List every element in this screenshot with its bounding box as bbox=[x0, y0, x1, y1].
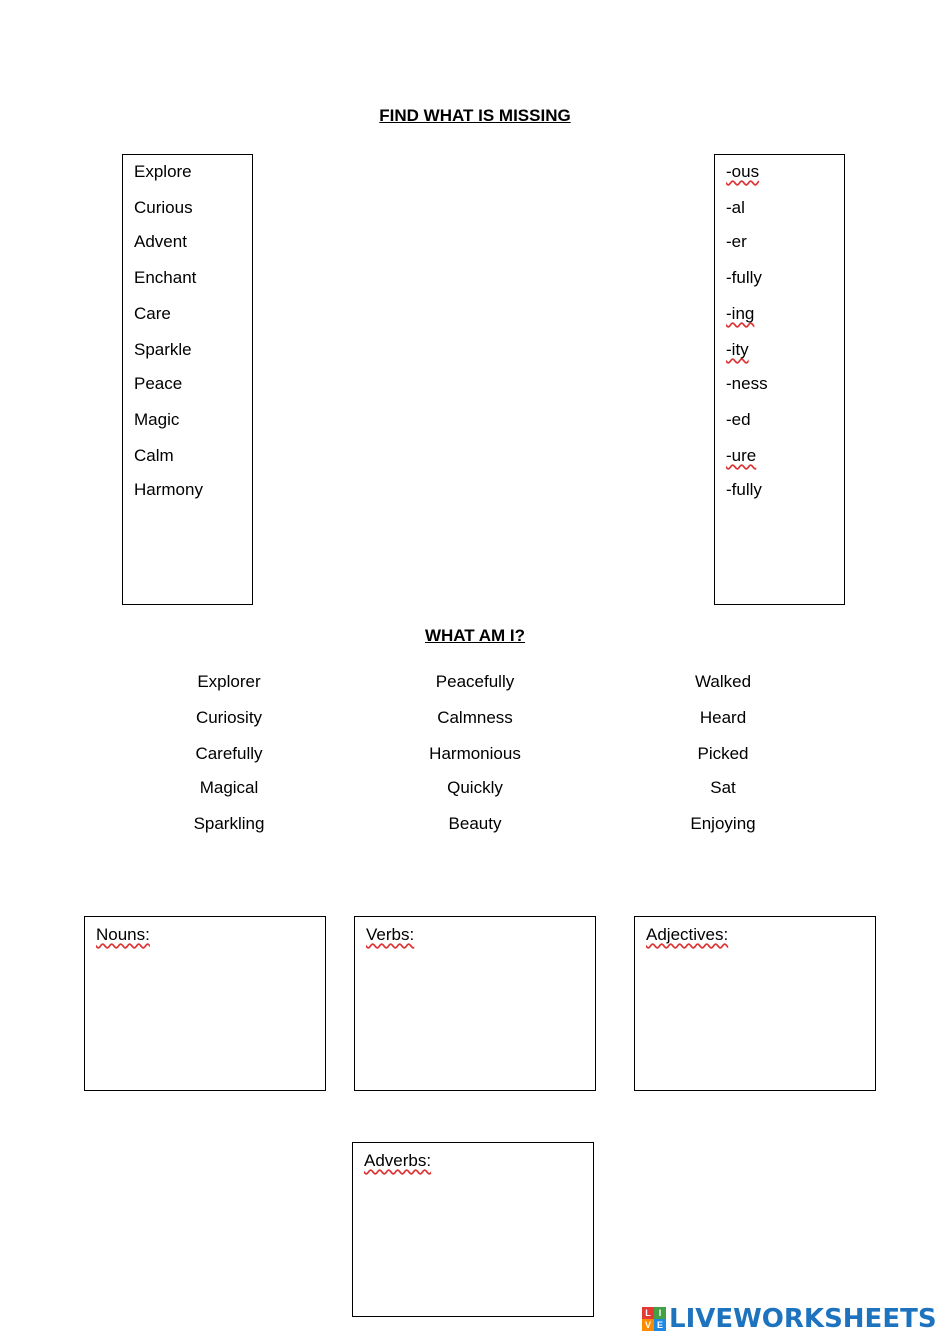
root-word: Peace bbox=[134, 374, 183, 393]
suffix: -ity bbox=[726, 340, 749, 359]
verbs-answer-box[interactable] bbox=[354, 916, 596, 1091]
word: Quickly bbox=[447, 778, 503, 797]
suffix: -ness bbox=[726, 374, 768, 393]
suffix: -fully bbox=[726, 268, 762, 287]
liveworksheets-logo[interactable] bbox=[642, 1304, 937, 1334]
section-title-find-missing: FIND WHAT IS MISSING bbox=[379, 106, 571, 125]
suffixes-box bbox=[714, 154, 845, 605]
word: Sat bbox=[710, 778, 736, 797]
root-word: Calm bbox=[134, 446, 174, 465]
root-words-box bbox=[122, 154, 253, 605]
suffix: -al bbox=[726, 198, 745, 217]
root-word: Enchant bbox=[134, 268, 197, 287]
word: Enjoying bbox=[690, 814, 756, 833]
suffix: -ure bbox=[726, 446, 757, 465]
adjectives-answer-box[interactable] bbox=[634, 916, 876, 1091]
word: Curiosity bbox=[195, 708, 263, 727]
adjectives-label: Adjectives: bbox=[646, 925, 729, 944]
verbs-label: Verbs: bbox=[366, 925, 415, 944]
root-word: Care bbox=[134, 304, 171, 323]
section-title-what-am-i: WHAT AM I? bbox=[424, 626, 526, 645]
root-word: Curious bbox=[134, 198, 193, 217]
suffix: -fully bbox=[726, 480, 762, 499]
root-word: Advent bbox=[134, 232, 187, 251]
word: Sparkling bbox=[193, 814, 265, 833]
logo-mark-icon: L I V E bbox=[642, 1307, 666, 1331]
root-word: Explore bbox=[134, 162, 192, 181]
word: Peacefully bbox=[435, 672, 515, 691]
root-word: Magic bbox=[134, 410, 180, 429]
word: Calmness bbox=[437, 708, 513, 727]
root-word: Sparkle bbox=[134, 340, 192, 359]
suffix: -ing bbox=[726, 304, 755, 323]
word: Carefully bbox=[195, 744, 263, 763]
nouns-answer-box[interactable] bbox=[84, 916, 326, 1091]
word: Beauty bbox=[448, 814, 502, 833]
nouns-label: Nouns: bbox=[96, 925, 150, 944]
word: Walked bbox=[694, 672, 752, 691]
suffix: -ous bbox=[726, 162, 760, 181]
word: Explorer bbox=[197, 672, 261, 691]
suffix: -ed bbox=[726, 410, 751, 429]
word: Harmonious bbox=[429, 744, 521, 763]
word: Magical bbox=[199, 778, 259, 797]
logo-text: LIVEWORKSHEETS bbox=[669, 1304, 937, 1334]
adverbs-answer-box[interactable] bbox=[352, 1142, 594, 1317]
word: Picked bbox=[697, 744, 749, 763]
root-word: Harmony bbox=[134, 480, 203, 499]
adverbs-label: Adverbs: bbox=[364, 1151, 432, 1170]
word: Heard bbox=[699, 708, 747, 727]
suffix: -er bbox=[726, 232, 747, 251]
